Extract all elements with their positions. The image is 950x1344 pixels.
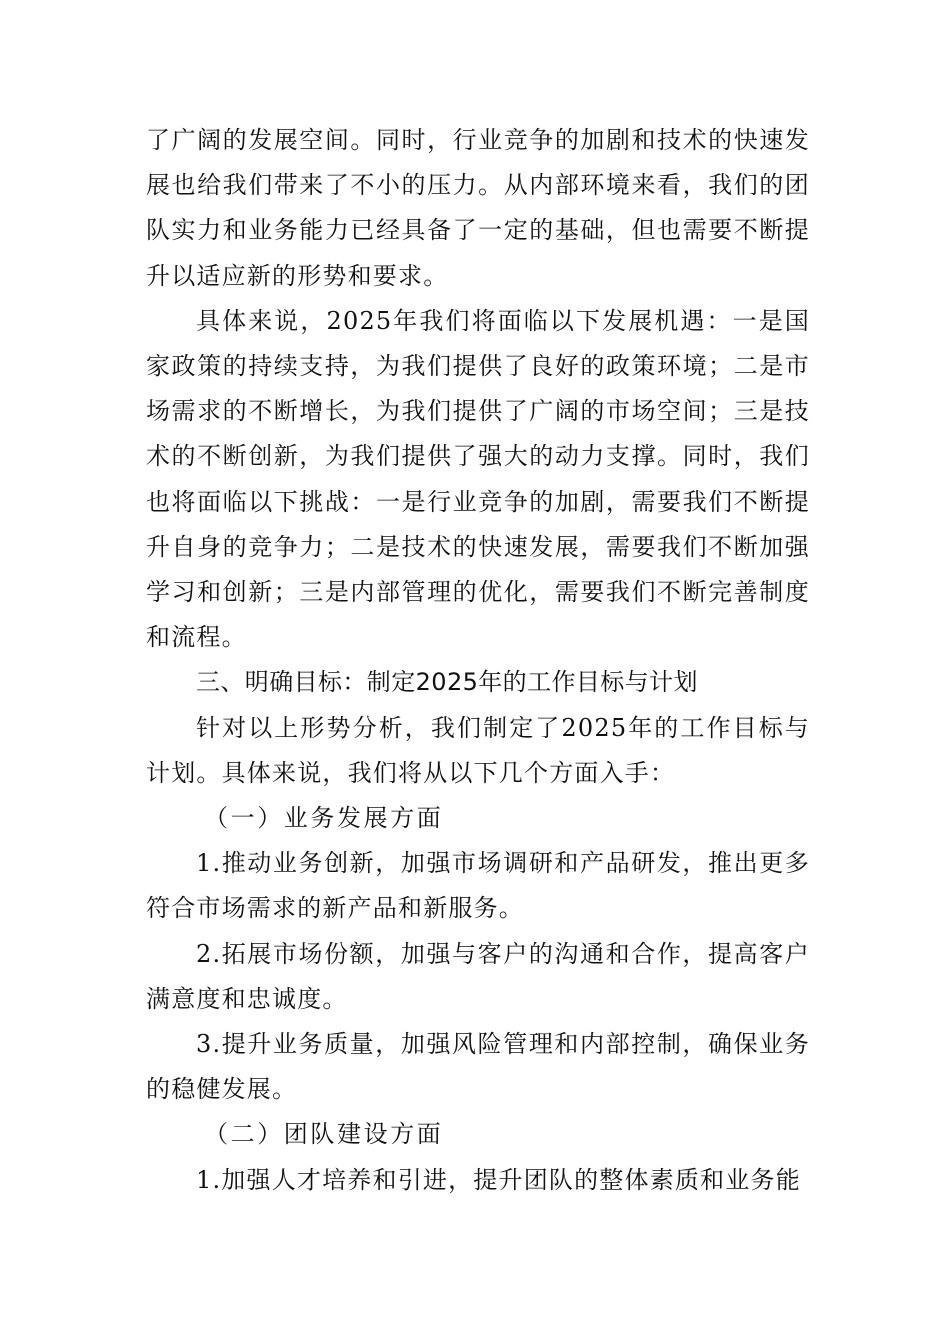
document-body [146, 118, 810, 1203]
body-paragraph: 针对以上形势分析，我们制定了2025年的工作目标与计划。具体来说，我们将从以下几个方面入手： [146, 713, 810, 787]
body-paragraph: 具体来说，2025年我们将面临以下发展机遇：一是国家政策的持续支持，为我们提供了良好的政策环境；二是市场需求的不断增长，为我们提供了广阔的市场空间；三是技术的不断创新，为我们提供了强大的动力支撑。同时，我们也将面临以下挑战：一是行业竞争的加剧，需要我们不断提升自身的竞争力；二是技术的快速发展，需要我们不断加强学习和创新；三是内部管理的优化，需要我们不断完善制度和流程。 [146, 306, 810, 652]
section-heading: 三、明确目标：制定2025年的工作目标与计划 [196, 668, 698, 697]
list-item: 2.拓展市场份额，加强与客户的沟通和合作，提高客户满意度和忠诚度。 [146, 939, 810, 1013]
subsection-heading: （一）业务发展方面 [204, 804, 444, 833]
list-item: 1.推动业务创新，加强市场调研和产品研发，推出更多符合市场需求的新产品和新服务。 [146, 849, 810, 923]
body-paragraph: 了广阔的发展空间。同时，行业竞争的加剧和技术的快速发展也给我们带来了不小的压力。从内部环境来看，我们的团队实力和业务能力已经具备了一定的基础，但也需要不断提升以适应新的形势和要求。 [146, 126, 810, 290]
list-item: 3.提升业务质量，加强风险管理和内部控制，确保业务的稳健发展。 [146, 1030, 810, 1104]
subsection-heading: （二）团队建设方面 [204, 1120, 444, 1149]
list-item: 1.加强人才培养和引进，提升团队的整体素质和业务能 [196, 1165, 801, 1194]
